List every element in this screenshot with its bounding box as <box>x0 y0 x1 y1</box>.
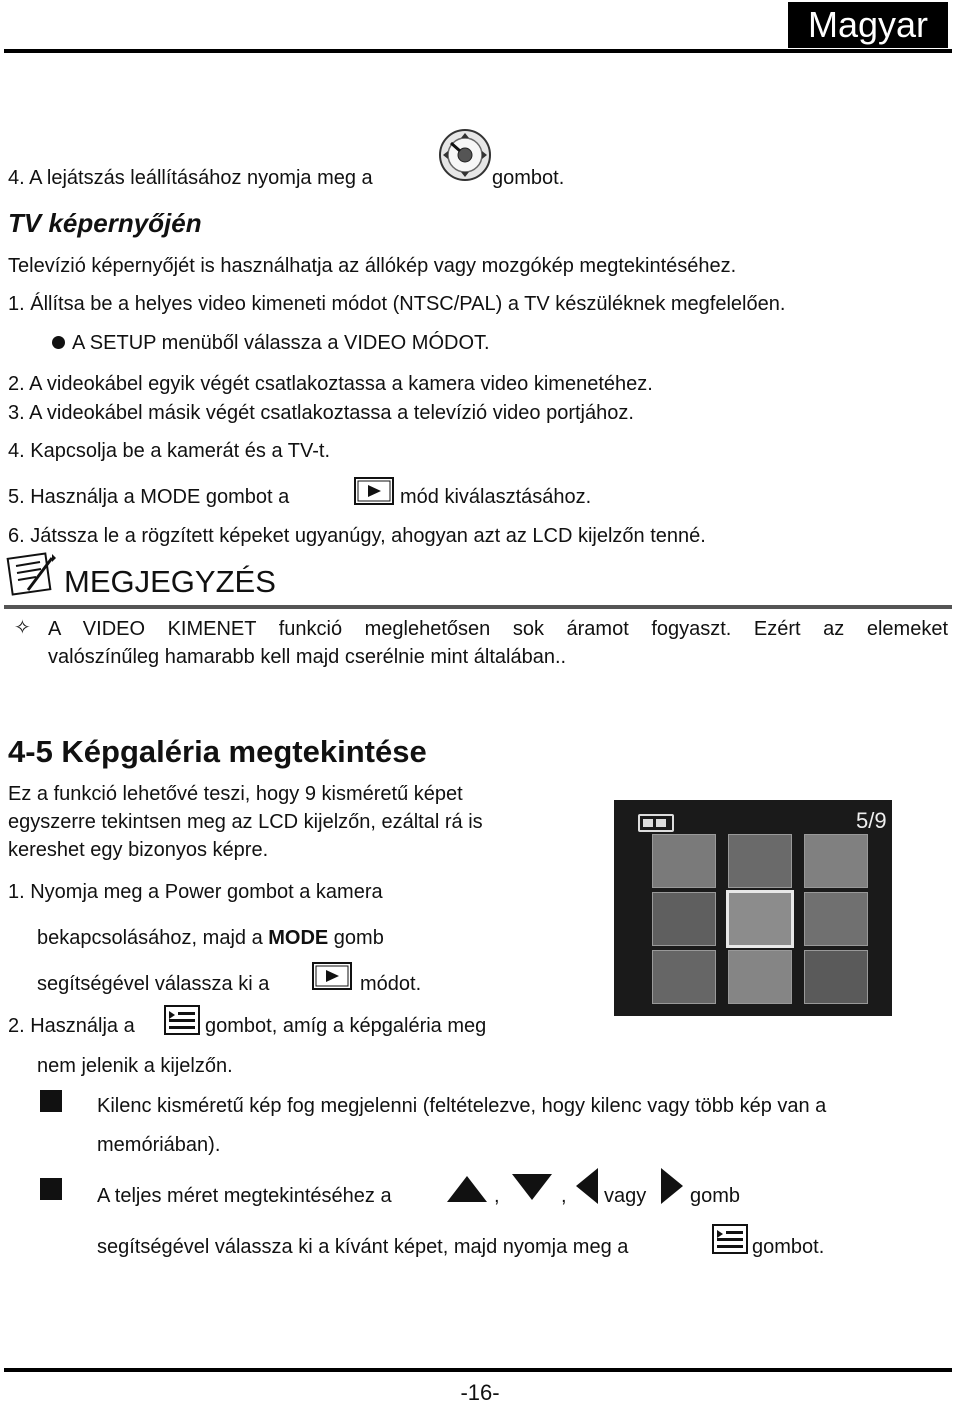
battery-icon <box>638 814 674 832</box>
square-bullet <box>40 1090 62 1112</box>
play-mode-icon <box>354 477 394 507</box>
note-diamond-icon: ✧ <box>14 617 31 639</box>
tv-step-2: 2. A videokábel egyik végét csatlakoztassa a kamera video kimenetéhez. <box>8 373 653 395</box>
tv-step-5: 5. Használja a MODE gombot a <box>8 486 290 508</box>
gallery-step-1c: segítségével válassza ki a <box>37 973 270 995</box>
comma: , <box>494 1185 500 1207</box>
note-icon <box>6 550 58 598</box>
gallery-thumbnail-selected <box>726 890 794 948</box>
right-arrow-icon <box>659 1166 685 1206</box>
bullet-2-line-2: segítségével válassza ki a kívánt képet, majd nyomja meg a <box>97 1236 629 1258</box>
note-line-2: valószínűleg hamarabb kell majd cserélnie mint általában.. <box>48 646 567 668</box>
note-title: MEGJEGYZÉS <box>64 564 276 599</box>
menu-list-icon <box>712 1224 748 1254</box>
header-rule <box>4 49 952 53</box>
language-tab: Magyar <box>788 2 948 48</box>
tv-step-6: 6. Játssza le a rögzített képeket ugyanúgy, ahogyan azt az LCD kijelzőn tenné. <box>8 525 706 547</box>
step-1b-text: bekapcsolásához, majd a <box>37 927 269 949</box>
left-arrow-icon <box>574 1166 600 1206</box>
tv-step-5-suffix: mód kiválasztásához. <box>400 486 592 508</box>
step-4-line <box>8 166 373 190</box>
gallery-counter: 5/9 <box>856 808 887 833</box>
gallery-thumbnail <box>728 834 792 888</box>
square-bullet <box>40 1178 62 1200</box>
bullet-2-suffix: gombot. <box>752 1236 825 1258</box>
tv-step-4: 4. Kapcsolja be a kamerát és a TV-t. <box>8 440 331 462</box>
tv-step-1: 1. Állítsa be a helyes video kimeneti módot (NTSC/PAL) a TV készüléknek megfelelően. <box>8 293 786 315</box>
footer-rule <box>4 1368 952 1372</box>
section-heading: 4-5 Képgaléria megtekintése <box>8 734 427 769</box>
bullet-1-line-1: Kilenc kisméretű kép fog megjelenni (feltételezve, hogy kilenc vagy több kép van a <box>97 1095 827 1117</box>
gallery-thumbnail <box>728 950 792 1004</box>
tv-step-3: 3. A videokábel másik végét csatlakoztassa a televízió video portjához. <box>8 402 634 424</box>
step-4-suffix: gombot. <box>492 167 565 189</box>
gallery-step-2b: nem jelenik a kijelzőn. <box>37 1055 233 1077</box>
gomb-text: gomb <box>690 1185 741 1207</box>
gallery-thumbnail <box>804 892 868 946</box>
mode-bold: MODE <box>268 927 329 949</box>
play-mode-icon <box>312 962 352 992</box>
step-4-text: 4. A lejátszás leállításához nyomja meg a <box>8 167 373 189</box>
section-para-line-3: kereshet egy bizonyos képre. <box>8 839 269 861</box>
gallery-step-2-suffix: gombot, amíg a képgaléria meg <box>205 1015 487 1037</box>
gallery-screenshot <box>614 800 892 1016</box>
note-rule <box>4 605 952 609</box>
up-arrow-icon <box>445 1174 489 1204</box>
gallery-thumbnail <box>804 834 868 888</box>
page-number: -16- <box>460 1380 500 1405</box>
tv-heading: TV képernyőjén <box>8 208 202 238</box>
comma: , <box>561 1185 567 1207</box>
section-para-line-2: egyszerre tekintsen meg az LCD kijelzőn, ezáltal rá is <box>8 811 483 833</box>
gallery-thumbnail <box>652 950 716 1004</box>
bullet-1-line-2: memóriában). <box>97 1134 221 1156</box>
tv-step-1-bullet: A SETUP menüből válassza a VIDEO MÓDOT. <box>72 332 490 354</box>
section-para-line-1: Ez a funkció lehetővé teszi, hogy 9 kisméretű képet <box>8 783 463 805</box>
gallery-step-1c-suffix: módot. <box>360 973 422 995</box>
tv-intro: Televízió képernyőjét is használhatja az állókép vagy mozgókép megtekintéséhez. <box>8 255 737 277</box>
menu-list-icon <box>164 1005 200 1035</box>
gallery-thumbnail <box>652 834 716 888</box>
gallery-step-1b <box>37 926 384 950</box>
step-1b-suffix: gomb <box>328 927 384 949</box>
down-arrow-icon <box>510 1172 554 1202</box>
gallery-thumbnail <box>652 892 716 946</box>
bullet-2-line-1: A teljes méret megtekintéséhez a <box>97 1185 392 1207</box>
gallery-step-1a: 1. Nyomja meg a Power gombot a kamera <box>8 881 383 903</box>
navigation-dial-icon <box>438 125 492 185</box>
note-line-1: A VIDEO KIMENET funkció meglehetősen sok áramot fogyaszt. Ezért az elemeket <box>48 618 948 640</box>
gallery-thumbnail <box>804 950 868 1004</box>
gallery-step-2: 2. Használja a <box>8 1015 135 1037</box>
bullet-dot <box>52 336 65 349</box>
or-text: vagy <box>604 1185 647 1207</box>
